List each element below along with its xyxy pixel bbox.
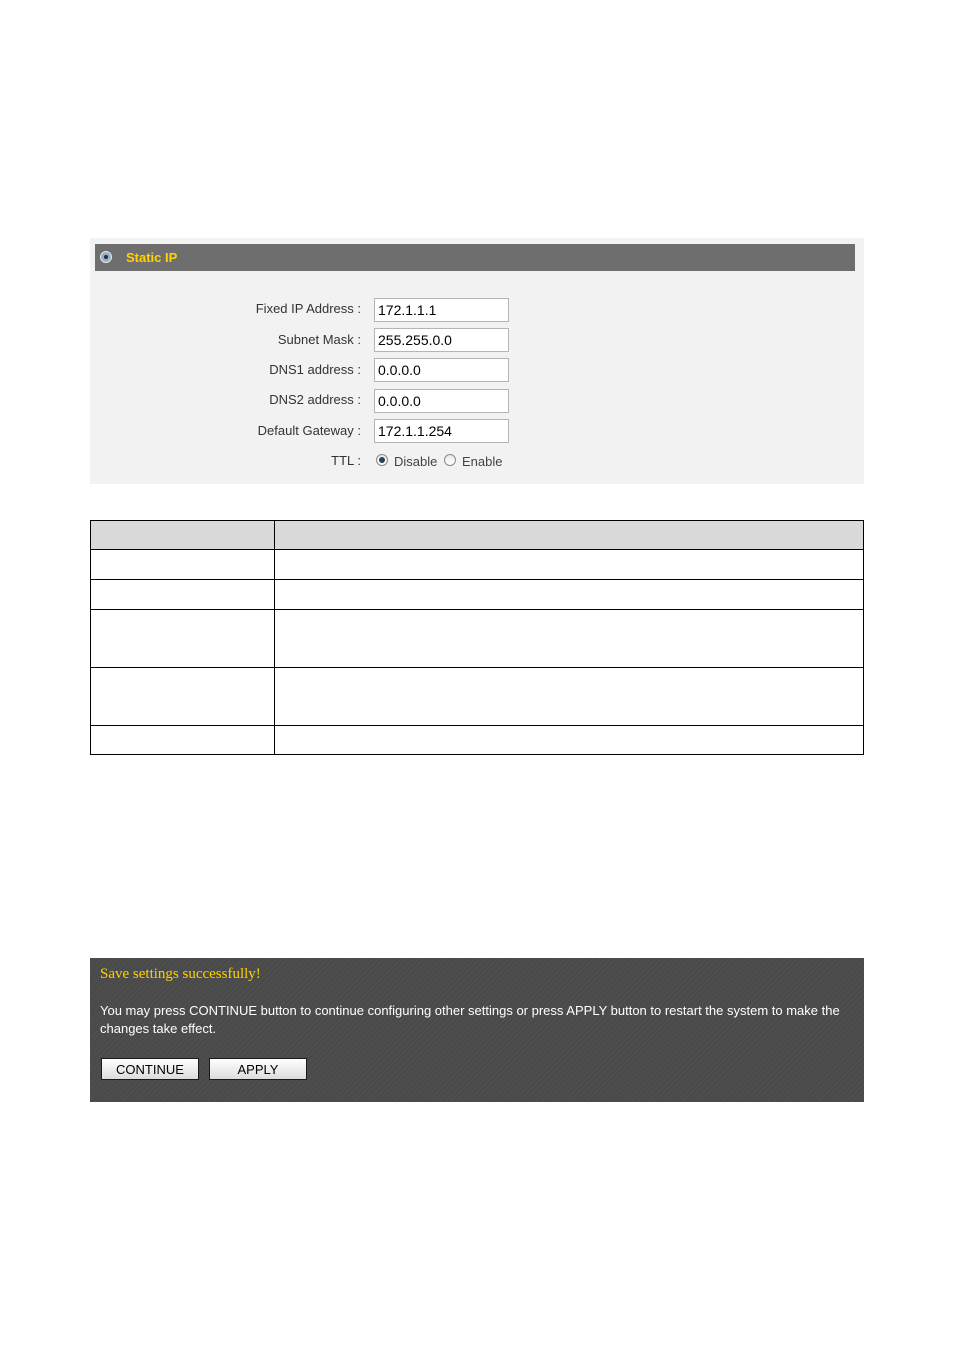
dns2-label: DNS2 address : (269, 392, 361, 407)
table-header-row (91, 521, 864, 550)
description-table (90, 520, 864, 755)
ttl-disable-label: Disable (394, 454, 438, 469)
table-cell (275, 550, 864, 580)
table-header-cell (91, 521, 275, 550)
save-success-title: Save settings successfully! (100, 966, 261, 982)
apply-button[interactable]: APPLY (209, 1058, 307, 1080)
table-cell (91, 610, 275, 668)
dns1-input[interactable] (374, 358, 509, 382)
static-ip-title: Static IP (126, 250, 178, 265)
table-row (91, 668, 864, 726)
fixed-ip-input[interactable] (374, 298, 509, 322)
save-message: You may press CONTINUE button to continue configuring other settings or press APPLY button to restart the system to make the changes take effect. (100, 1003, 840, 1036)
table-cell (275, 610, 864, 668)
radio-unselected-icon[interactable] (444, 454, 456, 466)
table-cell (91, 580, 275, 610)
continue-button[interactable]: CONTINUE (101, 1058, 199, 1080)
static-ip-header (95, 244, 855, 271)
dns2-input[interactable] (374, 389, 509, 413)
radio-selected-icon[interactable] (376, 454, 388, 466)
static-ip-radio-icon[interactable] (100, 251, 112, 263)
table-cell (275, 668, 864, 726)
ttl-enable-label: Enable (462, 454, 503, 469)
subnet-mask-label: Subnet Mask : (277, 332, 361, 347)
table-cell (275, 580, 864, 610)
dns1-label: DNS1 address : (269, 362, 361, 377)
table-cell (275, 726, 864, 755)
ttl-label: TTL : (331, 453, 361, 468)
table-row (91, 610, 864, 668)
default-gateway-input[interactable] (374, 419, 509, 443)
table-cell (91, 550, 275, 580)
fixed-ip-label: Fixed IP Address : (255, 301, 361, 316)
default-gateway-label: Default Gateway : (257, 423, 361, 438)
table-row (91, 550, 864, 580)
table-header-cell (275, 521, 864, 550)
table-cell (91, 726, 275, 755)
table-cell (91, 668, 275, 726)
subnet-mask-input[interactable] (374, 328, 509, 352)
save-settings-dialog (90, 958, 864, 1102)
static-ip-panel (90, 238, 864, 484)
table-row (91, 726, 864, 755)
table-row (91, 580, 864, 610)
